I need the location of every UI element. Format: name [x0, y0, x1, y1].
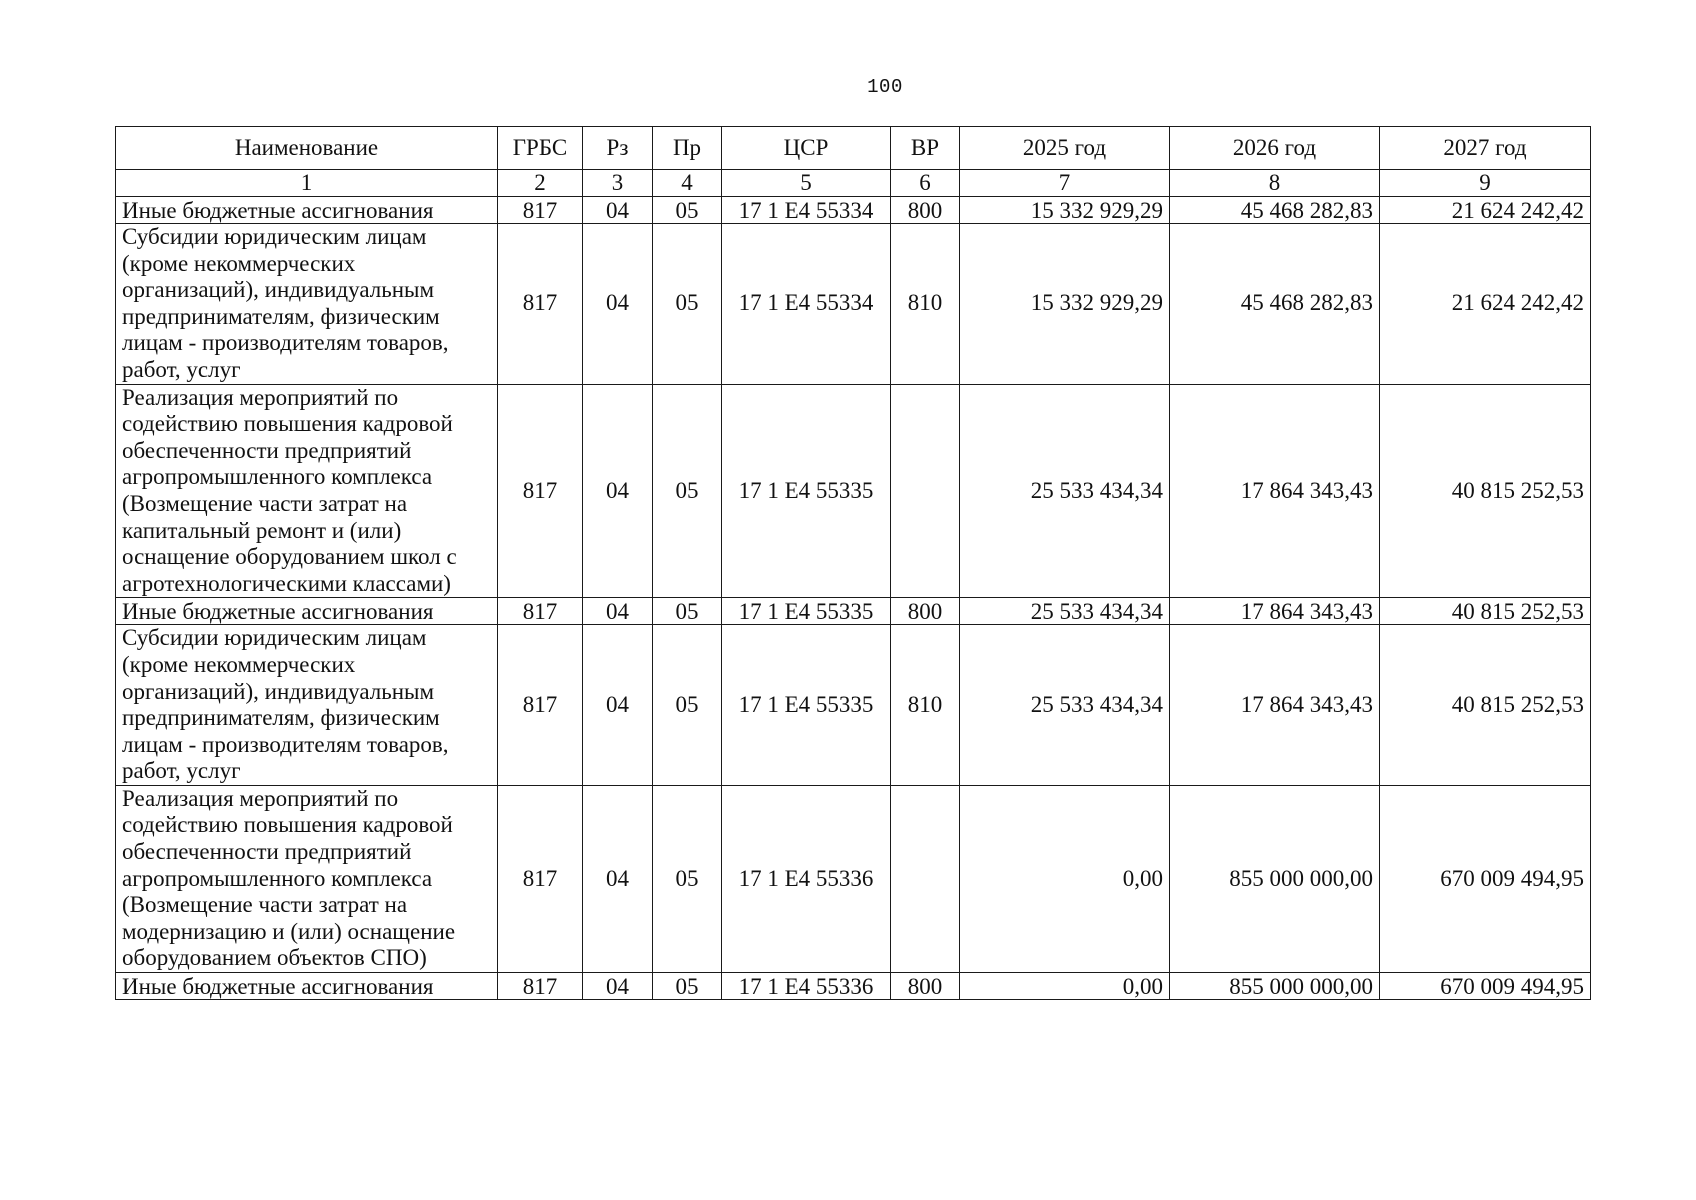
name-cell: Иные бюджетные ассигнования [116, 973, 498, 1000]
amount-2025-cell: 15 332 929,29 [960, 197, 1170, 224]
amount-2025-cell: 25 533 434,34 [960, 598, 1170, 625]
pr-cell: 05 [653, 785, 722, 972]
vr-cell: 810 [891, 625, 960, 786]
column-number-cell: 5 [722, 170, 891, 197]
amount-2027-cell: 21 624 242,42 [1380, 224, 1591, 385]
amount-2025-cell: 15 332 929,29 [960, 224, 1170, 385]
pr-cell: 05 [653, 598, 722, 625]
table-row [116, 197, 1591, 224]
amount-2027-cell: 670 009 494,95 [1380, 973, 1591, 1000]
column-number-row [116, 170, 1591, 197]
grbs-cell: 817 [498, 224, 583, 385]
vr-cell: 800 [891, 973, 960, 1000]
amount-2025-cell: 0,00 [960, 973, 1170, 1000]
pr-cell: 05 [653, 625, 722, 786]
name-cell: Субсидии юридическим лицам (кроме некоммерческих организаций), индивидуальным предпринимателям, физическим лицам - производителям товаров, работ, услуг [116, 224, 498, 385]
amount-2026-cell: 17 864 343,43 [1170, 598, 1380, 625]
rz-cell: 04 [583, 973, 653, 1000]
column-number-cell: 2 [498, 170, 583, 197]
pr-cell: 05 [653, 197, 722, 224]
vr-cell: 810 [891, 224, 960, 385]
vr-cell [891, 384, 960, 598]
column-number-cell: 6 [891, 170, 960, 197]
table-row [116, 625, 1591, 786]
pr-cell: 05 [653, 973, 722, 1000]
table-row [116, 384, 1591, 598]
page-number: 100 [867, 76, 903, 98]
amount-2027-cell: 21 624 242,42 [1380, 197, 1591, 224]
column-number-cell: 1 [116, 170, 498, 197]
csr-cell: 17 1 Е4 55336 [722, 785, 891, 972]
csr-cell: 17 1 Е4 55334 [722, 197, 891, 224]
rz-cell: 04 [583, 384, 653, 598]
table-row [116, 785, 1591, 972]
table-row [116, 973, 1591, 1000]
amount-2027-cell: 40 815 252,53 [1380, 384, 1591, 598]
header-cell: Пр [653, 127, 722, 170]
rz-cell: 04 [583, 224, 653, 385]
grbs-cell: 817 [498, 384, 583, 598]
grbs-cell: 817 [498, 785, 583, 972]
header-cell: 2025 год [960, 127, 1170, 170]
budget-table [115, 126, 1591, 1000]
csr-cell: 17 1 Е4 55334 [722, 224, 891, 385]
amount-2025-cell: 25 533 434,34 [960, 625, 1170, 786]
header-cell: 2027 год [1380, 127, 1591, 170]
amount-2025-cell: 25 533 434,34 [960, 384, 1170, 598]
rz-cell: 04 [583, 598, 653, 625]
amount-2026-cell: 855 000 000,00 [1170, 973, 1380, 1000]
column-number-cell: 4 [653, 170, 722, 197]
amount-2026-cell: 45 468 282,83 [1170, 224, 1380, 385]
csr-cell: 17 1 Е4 55335 [722, 384, 891, 598]
header-row [116, 127, 1591, 170]
table-row [116, 224, 1591, 385]
amount-2026-cell: 17 864 343,43 [1170, 625, 1380, 786]
header-cell: 2026 год [1170, 127, 1380, 170]
amount-2027-cell: 40 815 252,53 [1380, 598, 1591, 625]
name-cell: Субсидии юридическим лицам (кроме некоммерческих организаций), индивидуальным предпринимателям, физическим лицам - производителям товаров, работ, услуг [116, 625, 498, 786]
amount-2027-cell: 40 815 252,53 [1380, 625, 1591, 786]
vr-cell [891, 785, 960, 972]
column-number-cell: 8 [1170, 170, 1380, 197]
grbs-cell: 817 [498, 598, 583, 625]
csr-cell: 17 1 Е4 55335 [722, 598, 891, 625]
name-cell: Реализация мероприятий по содействию повышения кадровой обеспеченности предприятий агропромышленного комплекса (Возмещение части затрат на капитальный ремонт и (или) оснащение оборудованием школ с агротехнологическими классами) [116, 384, 498, 598]
grbs-cell: 817 [498, 197, 583, 224]
name-cell: Иные бюджетные ассигнования [116, 197, 498, 224]
amount-2025-cell: 0,00 [960, 785, 1170, 972]
pr-cell: 05 [653, 384, 722, 598]
header-cell: ЦСР [722, 127, 891, 170]
vr-cell: 800 [891, 197, 960, 224]
column-number-cell: 9 [1380, 170, 1591, 197]
column-number-cell: 3 [583, 170, 653, 197]
header-cell: ВР [891, 127, 960, 170]
rz-cell: 04 [583, 197, 653, 224]
grbs-cell: 817 [498, 973, 583, 1000]
rz-cell: 04 [583, 785, 653, 972]
amount-2026-cell: 45 468 282,83 [1170, 197, 1380, 224]
name-cell: Реализация мероприятий по содействию повышения кадровой обеспеченности предприятий агропромышленного комплекса (Возмещение части затрат на модернизацию и (или) оснащение оборудованием объектов СПО) [116, 785, 498, 972]
header-cell: Рз [583, 127, 653, 170]
amount-2026-cell: 17 864 343,43 [1170, 384, 1380, 598]
csr-cell: 17 1 Е4 55335 [722, 625, 891, 786]
header-cell: Наименование [116, 127, 498, 170]
csr-cell: 17 1 Е4 55336 [722, 973, 891, 1000]
vr-cell: 800 [891, 598, 960, 625]
header-cell: ГРБС [498, 127, 583, 170]
pr-cell: 05 [653, 224, 722, 385]
table-row [116, 598, 1591, 625]
amount-2027-cell: 670 009 494,95 [1380, 785, 1591, 972]
name-cell: Иные бюджетные ассигнования [116, 598, 498, 625]
rz-cell: 04 [583, 625, 653, 786]
amount-2026-cell: 855 000 000,00 [1170, 785, 1380, 972]
grbs-cell: 817 [498, 625, 583, 786]
column-number-cell: 7 [960, 170, 1170, 197]
